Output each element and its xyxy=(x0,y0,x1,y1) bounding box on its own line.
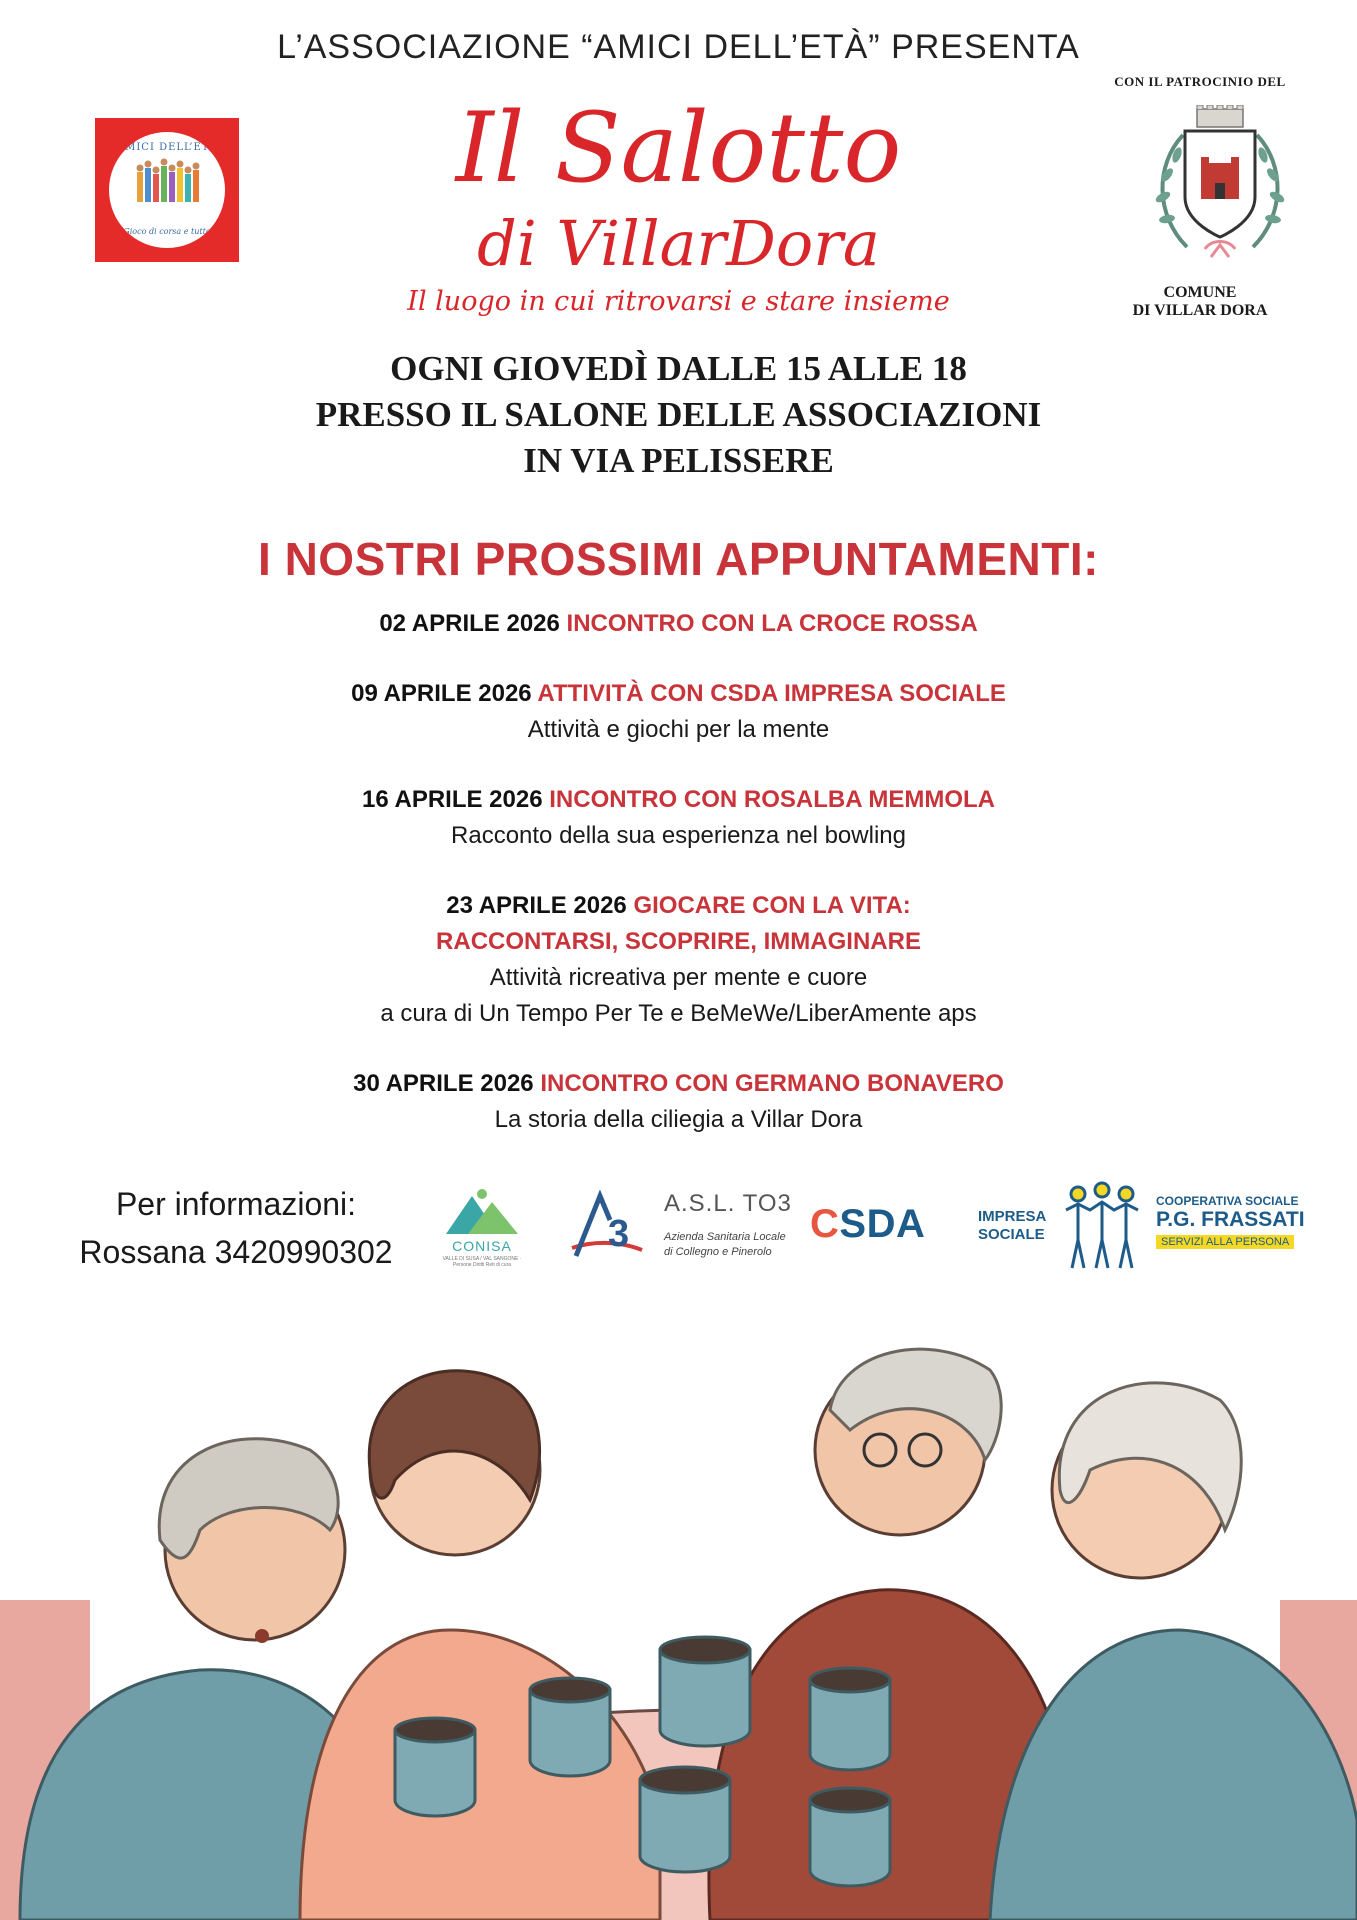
asl-to3-logo xyxy=(566,1190,806,1270)
conisa-logo xyxy=(438,1182,526,1278)
event-description: Attività e giochi per la mente xyxy=(527,716,830,743)
event-title: INCONTRO CON GERMANO BONAVERO xyxy=(540,1070,1004,1097)
coat-of-arms-icon xyxy=(1145,105,1295,280)
coffee-table-illustration xyxy=(0,1300,1357,1920)
frassati-services: SERVIZI ALLA PERSONA xyxy=(1156,1235,1294,1249)
event-description: La storia della ciliegia a Villar Dora xyxy=(494,1106,863,1133)
event-title: GIOCARE CON LA VITA: xyxy=(633,892,911,919)
asl-sub-line1: Azienda Sanitaria Locale xyxy=(664,1231,786,1243)
event-item xyxy=(0,782,1357,854)
title-villardora: di VillarDora xyxy=(477,207,880,280)
csda-logo xyxy=(810,1198,1060,1254)
logo-arc-text: AMICI DELL’ETÀ xyxy=(116,142,218,153)
comune-line1: COMUNE xyxy=(1163,284,1237,301)
event-item xyxy=(0,606,1357,642)
frassati-logo xyxy=(1062,1180,1322,1270)
schedule-line3: IN VIA PELISSERE xyxy=(523,441,834,480)
csda-rest: SDA xyxy=(839,1202,926,1246)
asl-sub xyxy=(664,1230,786,1260)
event-item xyxy=(0,676,1357,748)
event-title-line2: RACCONTARSI, SCOPRIRE, IMMAGINARE xyxy=(436,928,921,955)
people-group-icon xyxy=(1062,1180,1142,1270)
event-item xyxy=(0,888,1357,1032)
conisa-sub: VALLE DI SUSA / VAL SANGONE · Persone Diritti Reti di cura xyxy=(442,1256,522,1268)
asl-name: A.S.L. TO3 xyxy=(664,1190,792,1217)
frassati-name: P.G. FRASSATI xyxy=(1156,1208,1305,1231)
comune-villar-dora xyxy=(1100,284,1300,320)
event-date: 16 APRILE 2026 xyxy=(362,786,543,813)
title-il-salotto: Il Salotto xyxy=(455,92,902,204)
presenta-header: L’ASSOCIAZIONE “AMICI DELL’ETÀ” PRESENTA xyxy=(277,28,1080,66)
info-contact: Rossana 3420990302 xyxy=(79,1234,393,1270)
asl-mark-icon xyxy=(566,1190,646,1262)
schedule-line1: OGNI GIOVEDÌ DALLE 15 ALLE 18 xyxy=(390,349,967,388)
csda-imp-line1: IMPRESA xyxy=(978,1208,1047,1225)
schedule-line2: PRESSO IL SALONE DELLE ASSOCIAZIONI xyxy=(315,395,1042,434)
contact-info xyxy=(56,1180,416,1276)
frassati-coop: COOPERATIVA SOCIALE xyxy=(1156,1194,1299,1208)
csda-wordmark xyxy=(810,1202,925,1247)
info-label: Per informazioni: xyxy=(115,1186,357,1222)
events-list xyxy=(0,606,1357,1172)
event-title: ATTIVITÀ CON CSDA IMPRESA SOCIALE xyxy=(537,680,1006,707)
event-date: 09 APRILE 2026 xyxy=(351,680,532,707)
appointments-heading: I NOSTRI PROSSIMI APPUNTAMENTI: xyxy=(258,533,1099,585)
comune-line2: DI VILLAR DORA xyxy=(1132,302,1268,319)
svg-text:3: 3 xyxy=(608,1213,630,1255)
asl-sub-line2: di Collegno e Pinerolo xyxy=(664,1246,772,1258)
event-date: 30 APRILE 2026 xyxy=(353,1070,534,1097)
event-date: 23 APRILE 2026 xyxy=(446,892,627,919)
event-title: INCONTRO CON LA CROCE ROSSA xyxy=(566,610,978,637)
patrocinio-label: CON IL PATROCINIO DEL xyxy=(1114,74,1286,89)
csda-c: C xyxy=(810,1202,840,1246)
event-description: Attività ricreativa per mente e cuore xyxy=(489,964,868,991)
schedule-block xyxy=(0,346,1357,484)
event-date: 02 APRILE 2026 xyxy=(379,610,560,637)
event-description: Racconto della sua esperienza nel bowling xyxy=(451,822,906,849)
event-item xyxy=(0,1066,1357,1138)
event-description-line2: a cura di Un Tempo Per Te e BeMeWe/LiberAmente aps xyxy=(380,1000,977,1027)
tagline: Il luogo in cui ritrovarsi e stare insieme xyxy=(407,286,950,317)
csda-imp-line2: SOCIALE xyxy=(978,1226,1045,1243)
logo-arc-subtext: Gioco di corsa e tutto xyxy=(123,227,211,236)
mountains-icon xyxy=(438,1182,526,1238)
event-title: INCONTRO CON ROSALBA MEMMOLA xyxy=(549,786,995,813)
conisa-name: CONISA xyxy=(452,1238,512,1254)
csda-impresa xyxy=(978,1208,1046,1244)
